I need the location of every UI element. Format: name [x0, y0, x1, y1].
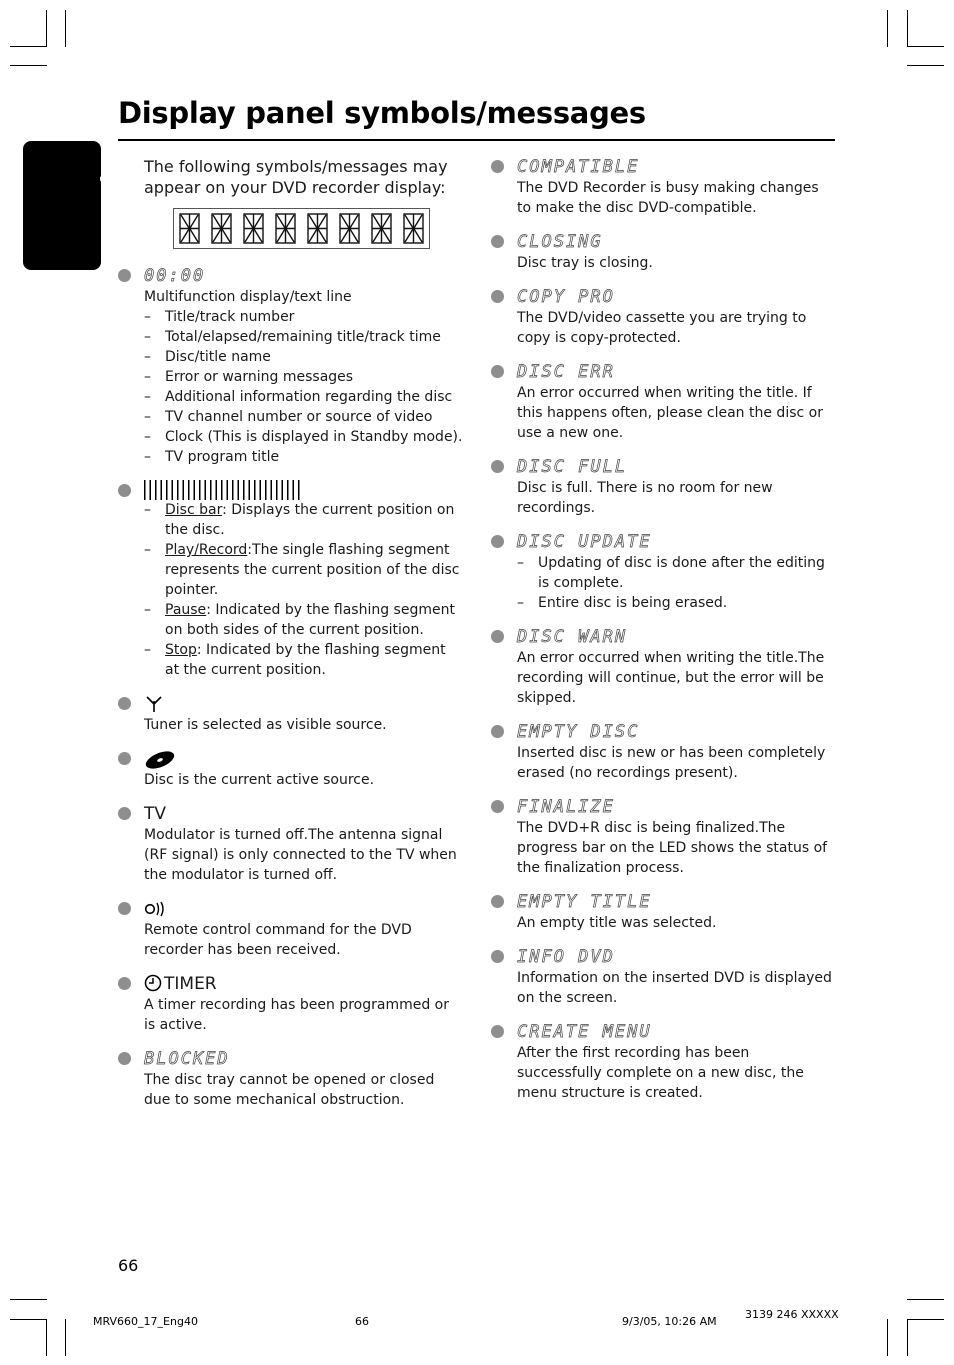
entry-blocked	[118, 1048, 463, 1110]
entry-disc-update	[491, 531, 836, 613]
footer-sheet: 66	[355, 1315, 369, 1328]
entry-heading: TV	[144, 804, 167, 824]
bullet-icon	[118, 1052, 131, 1065]
page-title: Display panel symbols/messages	[118, 96, 646, 130]
bullet-icon	[118, 697, 131, 710]
intro-text: The following symbols/messages may appear on your DVD recorder display:	[144, 157, 448, 197]
entry-tv	[118, 803, 463, 885]
right-column	[491, 156, 836, 1116]
entry-heading: EMPTY DISC	[517, 722, 640, 742]
entry-create-menu	[491, 1021, 836, 1103]
entry-heading: BLOCKED	[144, 1049, 230, 1069]
title-rule	[118, 139, 835, 141]
bullet-icon	[491, 630, 504, 643]
entry-heading: CLOSING	[517, 232, 603, 252]
list-term: Stop	[165, 642, 197, 658]
bullet-icon	[491, 950, 504, 963]
entry-empty-disc	[491, 721, 836, 783]
crop-mark	[887, 1319, 888, 1356]
entry-description: The DVD Recorder is busy making changes to make the disc DVD-compatible.	[517, 180, 819, 216]
entry-heading: DISC WARN	[517, 627, 628, 647]
entry-description: Tuner is selected as visible source.	[144, 717, 387, 733]
entry-heading-row	[144, 973, 463, 995]
list-item	[144, 540, 463, 600]
list-item: – Additional information regarding the disc	[144, 387, 463, 407]
crop-mark	[10, 1299, 47, 1300]
list-term: Disc bar	[165, 502, 223, 518]
lcd-digit-icon	[274, 212, 297, 245]
bullet-icon	[491, 460, 504, 473]
crop-mark	[46, 1319, 47, 1356]
crop-mark	[907, 10, 908, 47]
entry-disc-warn	[491, 626, 836, 708]
entry-heading: EMPTY TITLE	[517, 892, 652, 912]
list-text: : Indicated by the flashing segment at the current position.	[165, 642, 446, 678]
entry-disc-bar	[118, 480, 463, 680]
clock-icon	[144, 974, 164, 992]
entry-list	[144, 307, 463, 467]
crop-mark	[10, 1319, 47, 1320]
entry-description: The disc tray cannot be opened or closed due to some mechanical obstruction.	[144, 1072, 435, 1108]
entry-description: Modulator is turned off.The antenna signal (RF signal) is only connected to the TV when the modulator is turned off.	[144, 827, 457, 883]
left-column	[118, 156, 463, 1123]
list-item: – Entire disc is being erased.	[517, 593, 836, 613]
entry-disc-err	[491, 361, 836, 443]
lcd-digit-icon	[306, 212, 329, 245]
bullet-icon	[118, 977, 131, 990]
footer-code: 3139 246 XXXXX	[745, 1308, 839, 1321]
bullet-icon	[491, 235, 504, 248]
language-tab-label: English	[99, 150, 112, 231]
crop-mark	[907, 46, 944, 47]
entry-info-dvd	[491, 946, 836, 1008]
list-item: – Total/elapsed/remaining title/track time	[144, 327, 463, 347]
entry-description: Remote control command for the DVD recorder has been received.	[144, 922, 412, 958]
entry-list	[517, 553, 836, 613]
entry-multifunction	[118, 265, 463, 467]
list-text: : Indicated by the flashing segment on both sides of the current position.	[165, 602, 455, 638]
list-text: :The single flashing segment represents the current position of the disc pointer.	[165, 542, 460, 598]
entry-remote	[118, 898, 463, 960]
entry-timer	[118, 973, 463, 1035]
crop-mark	[10, 65, 47, 66]
bullet-icon	[118, 752, 131, 765]
lcd-digit-icon	[338, 212, 361, 245]
list-item: – Title/track number	[144, 307, 463, 327]
lcd-digit-icon	[402, 212, 425, 245]
entry-disc-full	[491, 456, 836, 518]
list-term: Pause	[165, 602, 207, 618]
entry-heading: FINALIZE	[517, 797, 615, 817]
page-number: 66	[118, 1256, 139, 1275]
entry-closing	[491, 231, 836, 273]
bullet-icon	[491, 895, 504, 908]
segment-bar-icon	[144, 480, 300, 500]
list-item: – Updating of disc is done after the editing is complete.	[517, 553, 836, 593]
lcd-digit-icon	[370, 212, 393, 245]
list-item	[144, 600, 463, 640]
entry-description: Inserted disc is new or has been completely erased (no recordings present).	[517, 745, 826, 781]
lcd-digit-icon	[242, 212, 265, 245]
crop-mark	[887, 10, 888, 47]
entry-heading: DISC ERR	[517, 362, 615, 382]
list-item: – Clock (This is displayed in Standby mode).	[144, 427, 463, 447]
entry-tuner	[118, 693, 463, 735]
disc-icon	[144, 748, 463, 770]
list-item: – TV program title	[144, 447, 463, 467]
bullet-icon	[118, 484, 131, 497]
entry-description: A timer recording has been programmed or is active.	[144, 997, 449, 1033]
entry-disc	[118, 748, 463, 790]
entry-heading: TIMER	[164, 974, 217, 994]
bullet-icon	[118, 269, 131, 282]
list-item: – Disc/title name	[144, 347, 463, 367]
list-item	[144, 640, 463, 680]
entry-description: An error occurred when writing the title.The recording will continue, but the error will be skipped.	[517, 650, 825, 706]
entry-list	[144, 500, 463, 680]
footer-date: 9/3/05, 10:26 AM	[622, 1315, 717, 1328]
list-term: Play/Record	[165, 542, 248, 558]
bullet-icon	[491, 365, 504, 378]
entry-heading: COPY PRO	[517, 287, 615, 307]
entry-description: Disc is the current active source.	[144, 772, 375, 788]
crop-mark	[10, 46, 47, 47]
bullet-icon	[491, 535, 504, 548]
entry-heading: COMPATIBLE	[517, 157, 640, 177]
entry-description: Multifunction display/text line	[144, 289, 352, 305]
list-text: : Displays the current position on the disc.	[165, 502, 455, 538]
entry-description: Disc is full. There is no room for new recordings.	[517, 480, 773, 516]
crop-mark	[907, 1319, 944, 1320]
crop-mark	[907, 1299, 944, 1300]
crop-mark	[46, 10, 47, 47]
entry-description: An empty title was selected.	[517, 915, 717, 931]
list-item: – TV channel number or source of video	[144, 407, 463, 427]
bullet-icon	[118, 807, 131, 820]
list-item	[144, 500, 463, 540]
entry-finalize	[491, 796, 836, 878]
lcd-digit-icon	[178, 212, 201, 245]
crop-mark	[907, 1319, 908, 1356]
entry-heading: DISC FULL	[517, 457, 628, 477]
remote-signal-icon	[144, 898, 463, 920]
entry-copy-pro	[491, 286, 836, 348]
entry-description: The DVD+R disc is being finalized.The progress bar on the LED shows the status of the finalization process.	[517, 820, 828, 876]
entry-description: Information on the inserted DVD is displayed on the screen.	[517, 970, 832, 1006]
entry-description: The DVD/video cassette you are trying to copy is copy-protected.	[517, 310, 807, 346]
footer-file: MRV660_17_Eng40	[93, 1315, 198, 1328]
list-item: – Error or warning messages	[144, 367, 463, 387]
entry-heading: 00:00	[144, 266, 206, 286]
crop-mark	[65, 1319, 66, 1356]
entry-empty-title	[491, 891, 836, 933]
entry-heading: CREATE MENU	[517, 1022, 652, 1042]
crop-mark	[65, 10, 66, 47]
entry-compatible	[491, 156, 836, 218]
entry-heading: INFO DVD	[517, 947, 615, 967]
bullet-icon	[491, 160, 504, 173]
entry-heading: DISC UPDATE	[517, 532, 652, 552]
bullet-icon	[118, 902, 131, 915]
bullet-icon	[491, 800, 504, 813]
entry-description: An error occurred when writing the title. If this happens often, please clean the disc or use a new one.	[517, 385, 823, 441]
entry-description: After the first recording has been successfully complete on a new disc, the menu structure is created.	[517, 1045, 804, 1101]
lcd-display-icon	[173, 208, 430, 249]
bullet-icon	[491, 290, 504, 303]
antenna-icon	[144, 693, 463, 715]
entry-description: Disc tray is closing.	[517, 255, 653, 271]
bullet-icon	[491, 725, 504, 738]
lcd-digit-icon	[210, 212, 233, 245]
crop-mark	[907, 65, 944, 66]
bullet-icon	[491, 1025, 504, 1038]
